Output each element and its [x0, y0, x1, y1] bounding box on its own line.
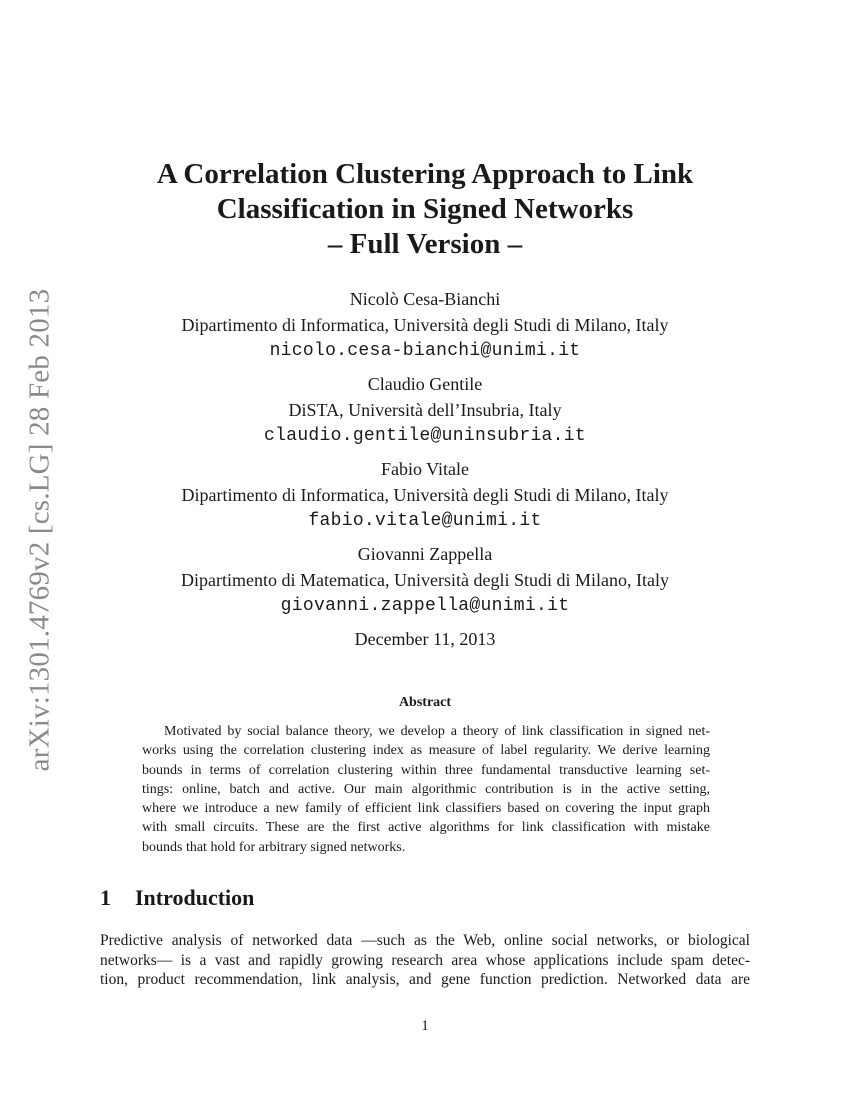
body-line: tion, product recommendation, link analysis, and gene function prediction. Networked data are	[100, 971, 750, 988]
author-block-3	[100, 456, 750, 534]
abstract-body	[142, 722, 710, 857]
author-name: Giovanni Zappella	[357, 544, 493, 564]
title-line-1: A Correlation Clustering Approach to Link	[156, 158, 694, 190]
author-email: nicolo.cesa-bianchi@unimi.it	[269, 341, 581, 361]
author-affiliation: Dipartimento di Informatica, Università degli Studi di Milano, Italy	[181, 315, 669, 335]
abstract-line: with small circuits. These are the first active algorithms for link classification with mistake	[142, 820, 710, 836]
author-affiliation: Dipartimento di Informatica, Università degli Studi di Milano, Italy	[181, 485, 669, 505]
author-affiliation: DiSTA, Università dell’Insubria, Italy	[288, 400, 562, 420]
abstract-line: bounds in terms of correlation clustering within three fundamental transductive learning set-	[142, 762, 710, 778]
author-block-1	[100, 286, 750, 364]
abstract-heading: Abstract	[398, 695, 452, 710]
title-line-3: – Full Version –	[327, 228, 523, 260]
author-block-2	[100, 371, 750, 449]
section-heading	[100, 885, 254, 911]
body-line: Predictive analysis of networked data —such as the Web, online social networks, or biological	[100, 932, 750, 949]
author-email: fabio.vitale@unimi.it	[308, 511, 542, 531]
author-affiliation: Dipartimento di Matematica, Università degli Studi di Milano, Italy	[181, 570, 669, 590]
abstract-line: works using the correlation clustering index as measure of label regularity. We derive learning	[142, 743, 710, 759]
body-line: networks— is a vast and rapidly growing research area whose applications include spam detec-	[100, 951, 750, 969]
abstract-line: where we introduce a new family of efficient link classifiers based on covering the input graph	[142, 801, 710, 817]
paper-title	[100, 157, 750, 262]
title-line-2: Classification in Signed Networks	[216, 193, 634, 225]
author-name: Nicolò Cesa-Bianchi	[349, 289, 501, 309]
author-block-4	[100, 541, 750, 619]
section-title: Introduction	[135, 885, 255, 910]
section-number: 1	[100, 885, 111, 910]
author-name: Fabio Vitale	[380, 459, 470, 479]
author-email: claudio.gentile@uninsubria.it	[264, 426, 586, 446]
abstract-line: Motivated by social balance theory, we develop a theory of link classification in signed net-	[164, 724, 710, 739]
abstract-line: tings: online, batch and active. Our main algorithmic contribution is in the active setting,	[142, 781, 710, 797]
author-email: giovanni.zappella@unimi.it	[280, 596, 570, 616]
abstract-line: bounds that hold for arbitrary signed networks.	[142, 839, 406, 855]
introduction-body	[100, 931, 750, 990]
author-name: Claudio Gentile	[367, 374, 483, 394]
arxiv-side-stamp: arXiv:1301.4769v2 [cs.LG] 28 Feb 2013	[23, 288, 56, 772]
page-number: 1	[421, 1018, 429, 1034]
paper-date: December 11, 2013	[354, 629, 496, 649]
